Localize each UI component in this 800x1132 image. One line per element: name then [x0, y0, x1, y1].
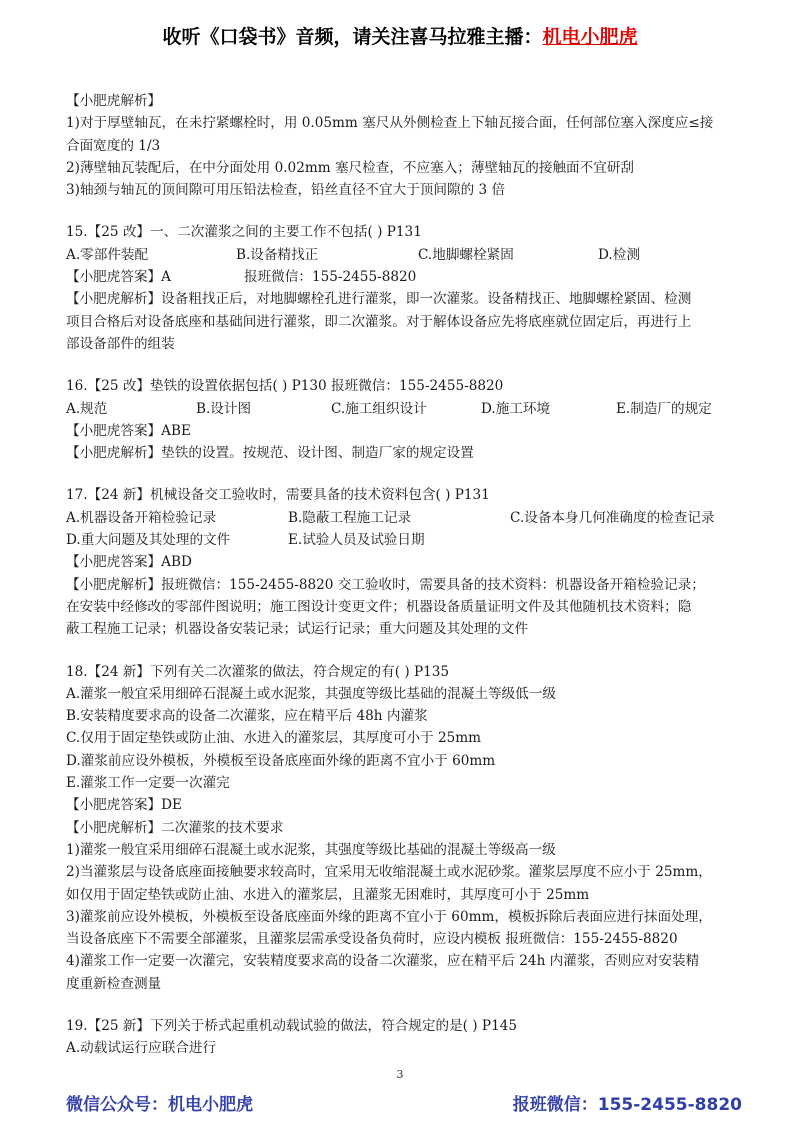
option-e: E.试验人员及试验日期: [288, 532, 425, 549]
question-19-stem: 19.【25 新】下列关于桥式起重机动载试验的做法，符合规定的是( ) P145: [66, 1017, 518, 1034]
page-header: [0, 22, 800, 49]
question-16-answer: 【小肥虎答案】ABE: [66, 422, 191, 439]
page-footer: [66, 1090, 742, 1115]
analysis-line: 合面宽度的 1/3: [66, 137, 161, 154]
option-d: D.重大问题及其处理的文件: [66, 532, 231, 549]
header-text: 收听《口袋书》音频，请关注喜马拉雅主播：: [162, 26, 543, 48]
analysis-line: 度重新检查测量: [66, 975, 162, 992]
question-16-stem: 16.【25 改】垫铁的设置依据包括( ) P130 报班微信：155-2455-8820: [66, 378, 504, 395]
option-a: A.动载试运行应联合进行: [66, 1040, 217, 1057]
question-17-options-row1: [66, 507, 742, 529]
analysis-line: 1)对于厚壁轴瓦，在未拧紧螺栓时，用 0.05mm 塞尺从外侧检查上下轴瓦接合面，任何部位塞入深度应≤接: [66, 115, 714, 132]
analysis-line: 项目合格后对设备底座和基础间进行灌浆，即二次灌浆。对于解体设备应先将底座就位固定后，再进行上: [66, 313, 692, 330]
analysis-line: 在安装中经修改的零部件图说明；施工图设计变更文件；机器设备质量证明文件及其他随机技术资料；隐: [66, 598, 692, 615]
option-c: C.地脚螺栓紧固: [418, 246, 514, 263]
option-c: C.仅用于固定垫铁或防止油、水进入的灌浆层，其厚度可小于 25mm: [66, 730, 482, 747]
question-17-answer: 【小肥虎答案】ABD: [66, 554, 192, 571]
analysis-line: 3)灌浆前应设外模板，外模板至设备底座面外缘的距离不宜小于 60mm，模板拆除后表面应进行抹面处理，: [66, 908, 712, 925]
question-17-stem: 17.【24 新】机械设备交工验收时，需要具备的技术资料包含( ) P131: [66, 487, 490, 504]
option-b: B.安装精度要求高的设备二次灌浆，应在精平后 48h 内灌浆: [66, 708, 428, 725]
analysis-line: 【小肥虎解析】报班微信：155-2455-8820 交工验收时，需要具备的技术资料：机器设备开箱检验记录；: [66, 576, 705, 593]
option-d: D.施工环境: [481, 400, 551, 417]
option-a: A.零部件装配: [66, 246, 149, 263]
question-18-stem: 18.【24 新】下列有关二次灌浆的做法，符合规定的有( ) P135: [66, 663, 450, 680]
header-highlight: 机电小肥虎: [542, 26, 638, 48]
analysis-line: 蔽工程施工记录；机器设备安装记录；试运行记录；重大问题及其处理的文件: [66, 621, 529, 638]
footer-contact: 报班微信：155-2455-8820: [512, 1095, 742, 1115]
question-18-answer: 【小肥虎答案】DE: [66, 797, 182, 814]
option-a: A.灌浆一般宜采用细碎石混凝土或水泥浆，其强度等级比基础的混凝土等级低一级: [66, 685, 556, 702]
page-number: 3: [396, 1068, 404, 1081]
question-15-stem: 15.【25 改】一、二次灌浆之间的主要工作不包括( ) P131: [66, 224, 422, 241]
option-c: C.设备本身几何准确度的检查记录: [510, 509, 715, 526]
analysis-line: 【小肥虎解析】二次灌浆的技术要求: [66, 819, 284, 836]
analysis-line: 【小肥虎解析】设备粗找正后，对地脚螺栓孔进行灌浆，即一次灌浆。设备精找正、地脚螺栓紧固、检测: [66, 291, 692, 308]
analysis-line: 部设备部件的组装: [66, 335, 175, 352]
document-body: [66, 90, 742, 1060]
answer-text: 【小肥虎答案】A: [66, 269, 171, 286]
option-c: C.施工组织设计: [331, 400, 427, 417]
question-17-options-row2: [66, 529, 742, 551]
analysis-line: 【小肥虎解析】垫铁的设置。按规范、设计图、制造厂家的规定设置: [66, 445, 474, 462]
answer-contact: 报班微信：155-2455-8820: [244, 269, 417, 286]
question-16-options: [66, 398, 742, 420]
option-b: B.设计图: [196, 400, 252, 417]
option-e: E.灌浆工作一定要一次灌完: [66, 775, 230, 792]
option-e: E.制造厂的规定: [616, 400, 712, 417]
analysis-label: 【小肥虎解析】: [66, 93, 162, 109]
option-d: D.检测: [598, 246, 640, 263]
analysis-line: 2)薄壁轴瓦装配后，在中分面处用 0.02mm 塞尺检查，不应塞入；薄壁轴瓦的接触面不宜研刮: [66, 159, 635, 176]
option-d: D.灌浆前应设外模板，外模板至设备底座面外缘的距离不宜小于 60mm: [66, 752, 496, 769]
analysis-line: 2)当灌浆层与设备底座面接触要求较高时，宜采用无收缩混凝土或水泥砂浆。灌浆层厚度不应小于 25mm，: [66, 864, 712, 881]
option-a: A.机器设备开箱检验记录: [66, 509, 217, 526]
question-15-answer: [66, 266, 742, 288]
analysis-line: 当设备底座下不需要全部灌浆，且灌浆层需承受设备负荷时，应设内模板 报班微信：155-2455-8820: [66, 931, 678, 948]
option-b: B.隐蔽工程施工记录: [288, 509, 412, 526]
analysis-line: 4)灌浆工作一定要一次灌完，安装精度要求高的设备二次灌浆，应在精平后 24h 内灌浆，否则应对安装精: [66, 953, 700, 970]
footer-wechat-account: 微信公众号：机电小肥虎: [66, 1095, 253, 1115]
question-15-options: [66, 244, 742, 266]
option-a: A.规范: [66, 400, 108, 417]
analysis-line: 3)轴颈与轴瓦的顶间隙可用压铅法检查，铅丝直径不宜大于顶间隙的 3 倍: [66, 182, 506, 199]
option-b: B.设备精找正: [236, 246, 319, 263]
analysis-line: 如仅用于固定垫铁或防止油、水进入的灌浆层，且灌浆无困难时，其厚度可小于 25mm: [66, 886, 590, 903]
analysis-line: 1)灌浆一般宜采用细碎石混凝土或水泥浆，其强度等级比基础的混凝土等级高一级: [66, 841, 556, 858]
